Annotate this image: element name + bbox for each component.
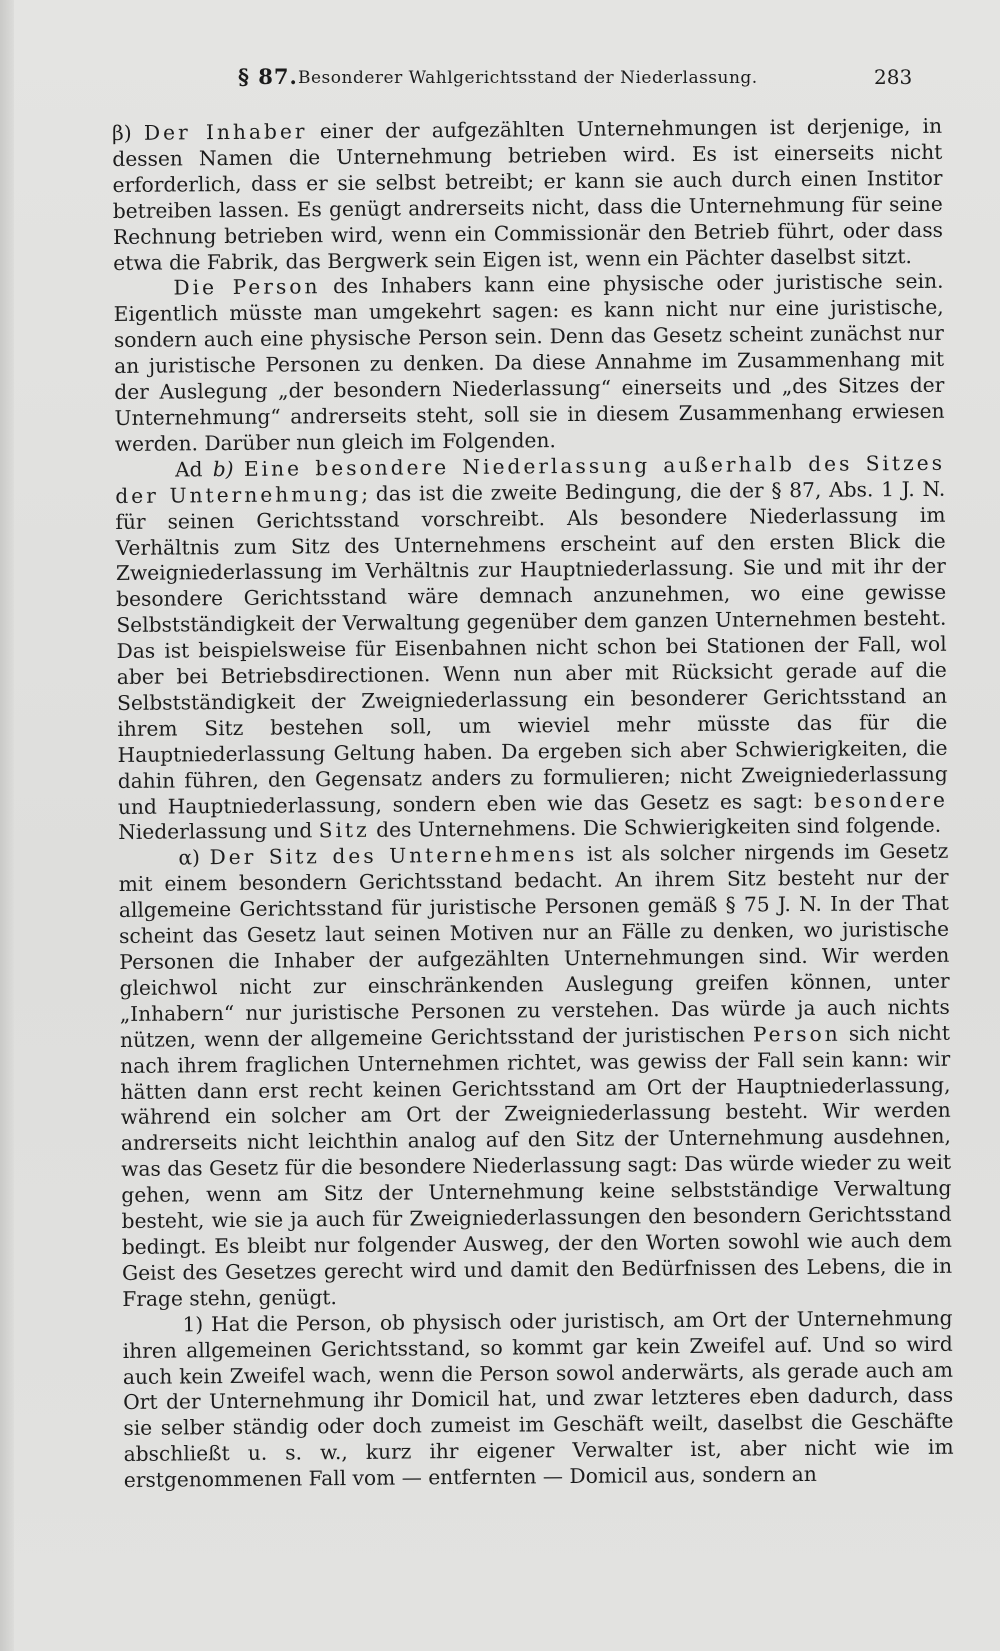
paragraph	[113, 269, 945, 458]
page-edge-shadow	[0, 0, 14, 1651]
text-run: β)	[112, 120, 145, 145]
italic-text: b)	[212, 456, 234, 481]
text-run: einer der aufgezählten Unternehmungen ist derjenige, in dessen Namen die Unternehmung betrieben wird. Es ist einerseits nicht erforderlich, dass er sie selbst betreibt; er kann sie auch durch einen Institor betreiben lassen. Es genügt andrerseits nicht, dass die Unternehmung für seine Rechnung betrieben wird, wenn ein Commissionär den Betrieb führt, oder dass etwa die Fabrik, das Bergwerk sein Eigen ist, wenn ein Pächter daselbst sitzt.	[112, 113, 944, 275]
text-run: ; das ist die zweite Bedingung, die der § 87, Abs. 1 J. N. für seinen Gerichtsstand vorschreibt. Als besondere Niederlassung im Verhältnis zum Sitz des Unternehmens erscheint auf den ersten Blick die Zweigniederlassung im Verhältnis zur Hauptniederlassung. Sie und mit ihr der besondere Gerichtsstand wäre demnach anzunehmen, wo eine gewisse Selbstständigkeit der Verwaltung gegenüber dem ganzen Unternehmen besteht. Das ist beispielsweise für Eisenbahnen nicht schon bei Stationen der Fall, wol aber bei Betriebsdirectionen. Wenn nun aber mit Rücksicht gerade auf die Selbstständigkeit der Zweigniederlassung ein besonderer Gerichtsstand an ihrem Sitz bestehen soll, um wieviel mehr müsste das für die Hauptniederlassung Geltung haben. Da ergeben sich aber Schwierigkeiten, die dahin führen, den Gegensatz anders zu formulieren; nicht Zweigniederlassung und Hauptniederlassung, sondern eben wie das Gesetz es sagt:	[115, 476, 948, 819]
text-run: des Inhabers kann eine physische oder juristische sein. Eigentlich müsste man umgekehrt sagen: es kann nicht nur eine juristische, sondern auch eine physische Person sein. Denn das Gesetz scheint zunächst nur an juristische Personen zu denken. Da diese Annahme im Zusammenhang mit der Auslegung „der besondern Niederlassung“ einerseits und „des Sitzes der Unternehmung“ andrerseits steht, soll sie in diesem Zusammenhang erwiesen werden. Darüber nun gleich im Folgenden.	[113, 269, 945, 456]
paragraph	[115, 451, 948, 847]
text-run: sich nicht nach ihrem fraglichen Unternehmen richtet, was gewiss der Fall sein kann: wir hätten dann erst recht keinen Gerichtsstand am Ort der Hauptniederlassung, während ein solcher am Ort der Zweigniederlassung besteht. Wir werden andrerseits nicht leichthin analog auf den Sitz der Unternehmung ausdehnen, was das Gesetz für die besondere Niederlassung sagt: Das würde wieder zu weit gehen, wenn am Sitz der Unternehmung keine selbstständige Verwaltung besteht, wie sie ja auch für Zweigniederlassungen den besondern Gerichtsstand bedingt. Es bleibt nur folgender Ausweg, der den Worten sowohl wie auch dem Geist des Gesetzes gerecht wird und damit den Bedürfnissen des Lebens, die in Frage stehn, genügt.	[120, 1020, 953, 1311]
running-title: Besonderer Wahlgerichtsstand der Niederlassung.	[298, 68, 758, 88]
section-number: § 87.	[238, 64, 298, 89]
paragraph	[118, 839, 952, 1313]
emphasized-text: Der Sitz des Unternehmens	[209, 842, 578, 870]
running-header	[0, 60, 1000, 96]
emphasized-text: besondere	[813, 787, 949, 813]
text-run	[234, 457, 244, 481]
emphasized-text: Eine besondere Niederlassung außerhalb des Sitzes der Unternehmung	[115, 450, 946, 508]
emphasized-text: Sitz	[318, 818, 370, 843]
text-run: 1) Hat die Person, ob physisch oder juristisch, am Ort der Unternehmung ihren allgemeinen Gerichtsstand, so kommt gar kein Zweifel auf. Und so wird auch kein Zweifel wach, wenn die Person sowol anderwärts, als gerade auch am Ort der Unternehmung ihr Domicil hat, und zwar letzteres eben dadurch, dass sie selber ständig oder doch zumeist im Geschäft weilt, daselbst die Geschäfte abschließt u. s. w., kurz ihr eigener Verwalter ist, aber nicht wie im erstgenommenen Fall vom — entfernten — Domicil aus, sondern an	[122, 1305, 954, 1493]
emphasized-text: Der Inhaber	[143, 119, 308, 145]
emphasized-text: Die Person	[173, 274, 321, 300]
paragraph	[122, 1305, 954, 1494]
emphasized-text: Person	[752, 1021, 841, 1047]
text-run: Ad	[174, 456, 213, 482]
text-run: ist als solcher nirgends im Gesetz mit einem besondern Gerichtsstand bedacht. An ihrem Sitz besteht nur der allgemeine Gerichtsstand für juristische Personen gemäß § 75 J. N. In der That scheint das Gesetz laut seinen Motiven nur an Fälle zu denken, wo juristische Personen die Inhaber der aufgezählten Unternehmungen sind. Wir werden gleichwol nicht zur einschränkenden Auslegung greifen können, unter „Inhabern“ nur juristische Personen zu verstehen. Das würde ja auch nichts nützen, wenn der allgemeine Gerichtsstand der juristischen	[118, 839, 950, 1052]
paragraph	[112, 114, 943, 277]
text-run: α)	[178, 845, 210, 870]
text-run: Niederlassung und	[118, 818, 319, 845]
page-number: 283	[874, 65, 913, 89]
text-run: des Unternehmens. Die Schwierigkeiten sind folgende.	[369, 813, 942, 843]
body-text	[112, 114, 954, 1494]
